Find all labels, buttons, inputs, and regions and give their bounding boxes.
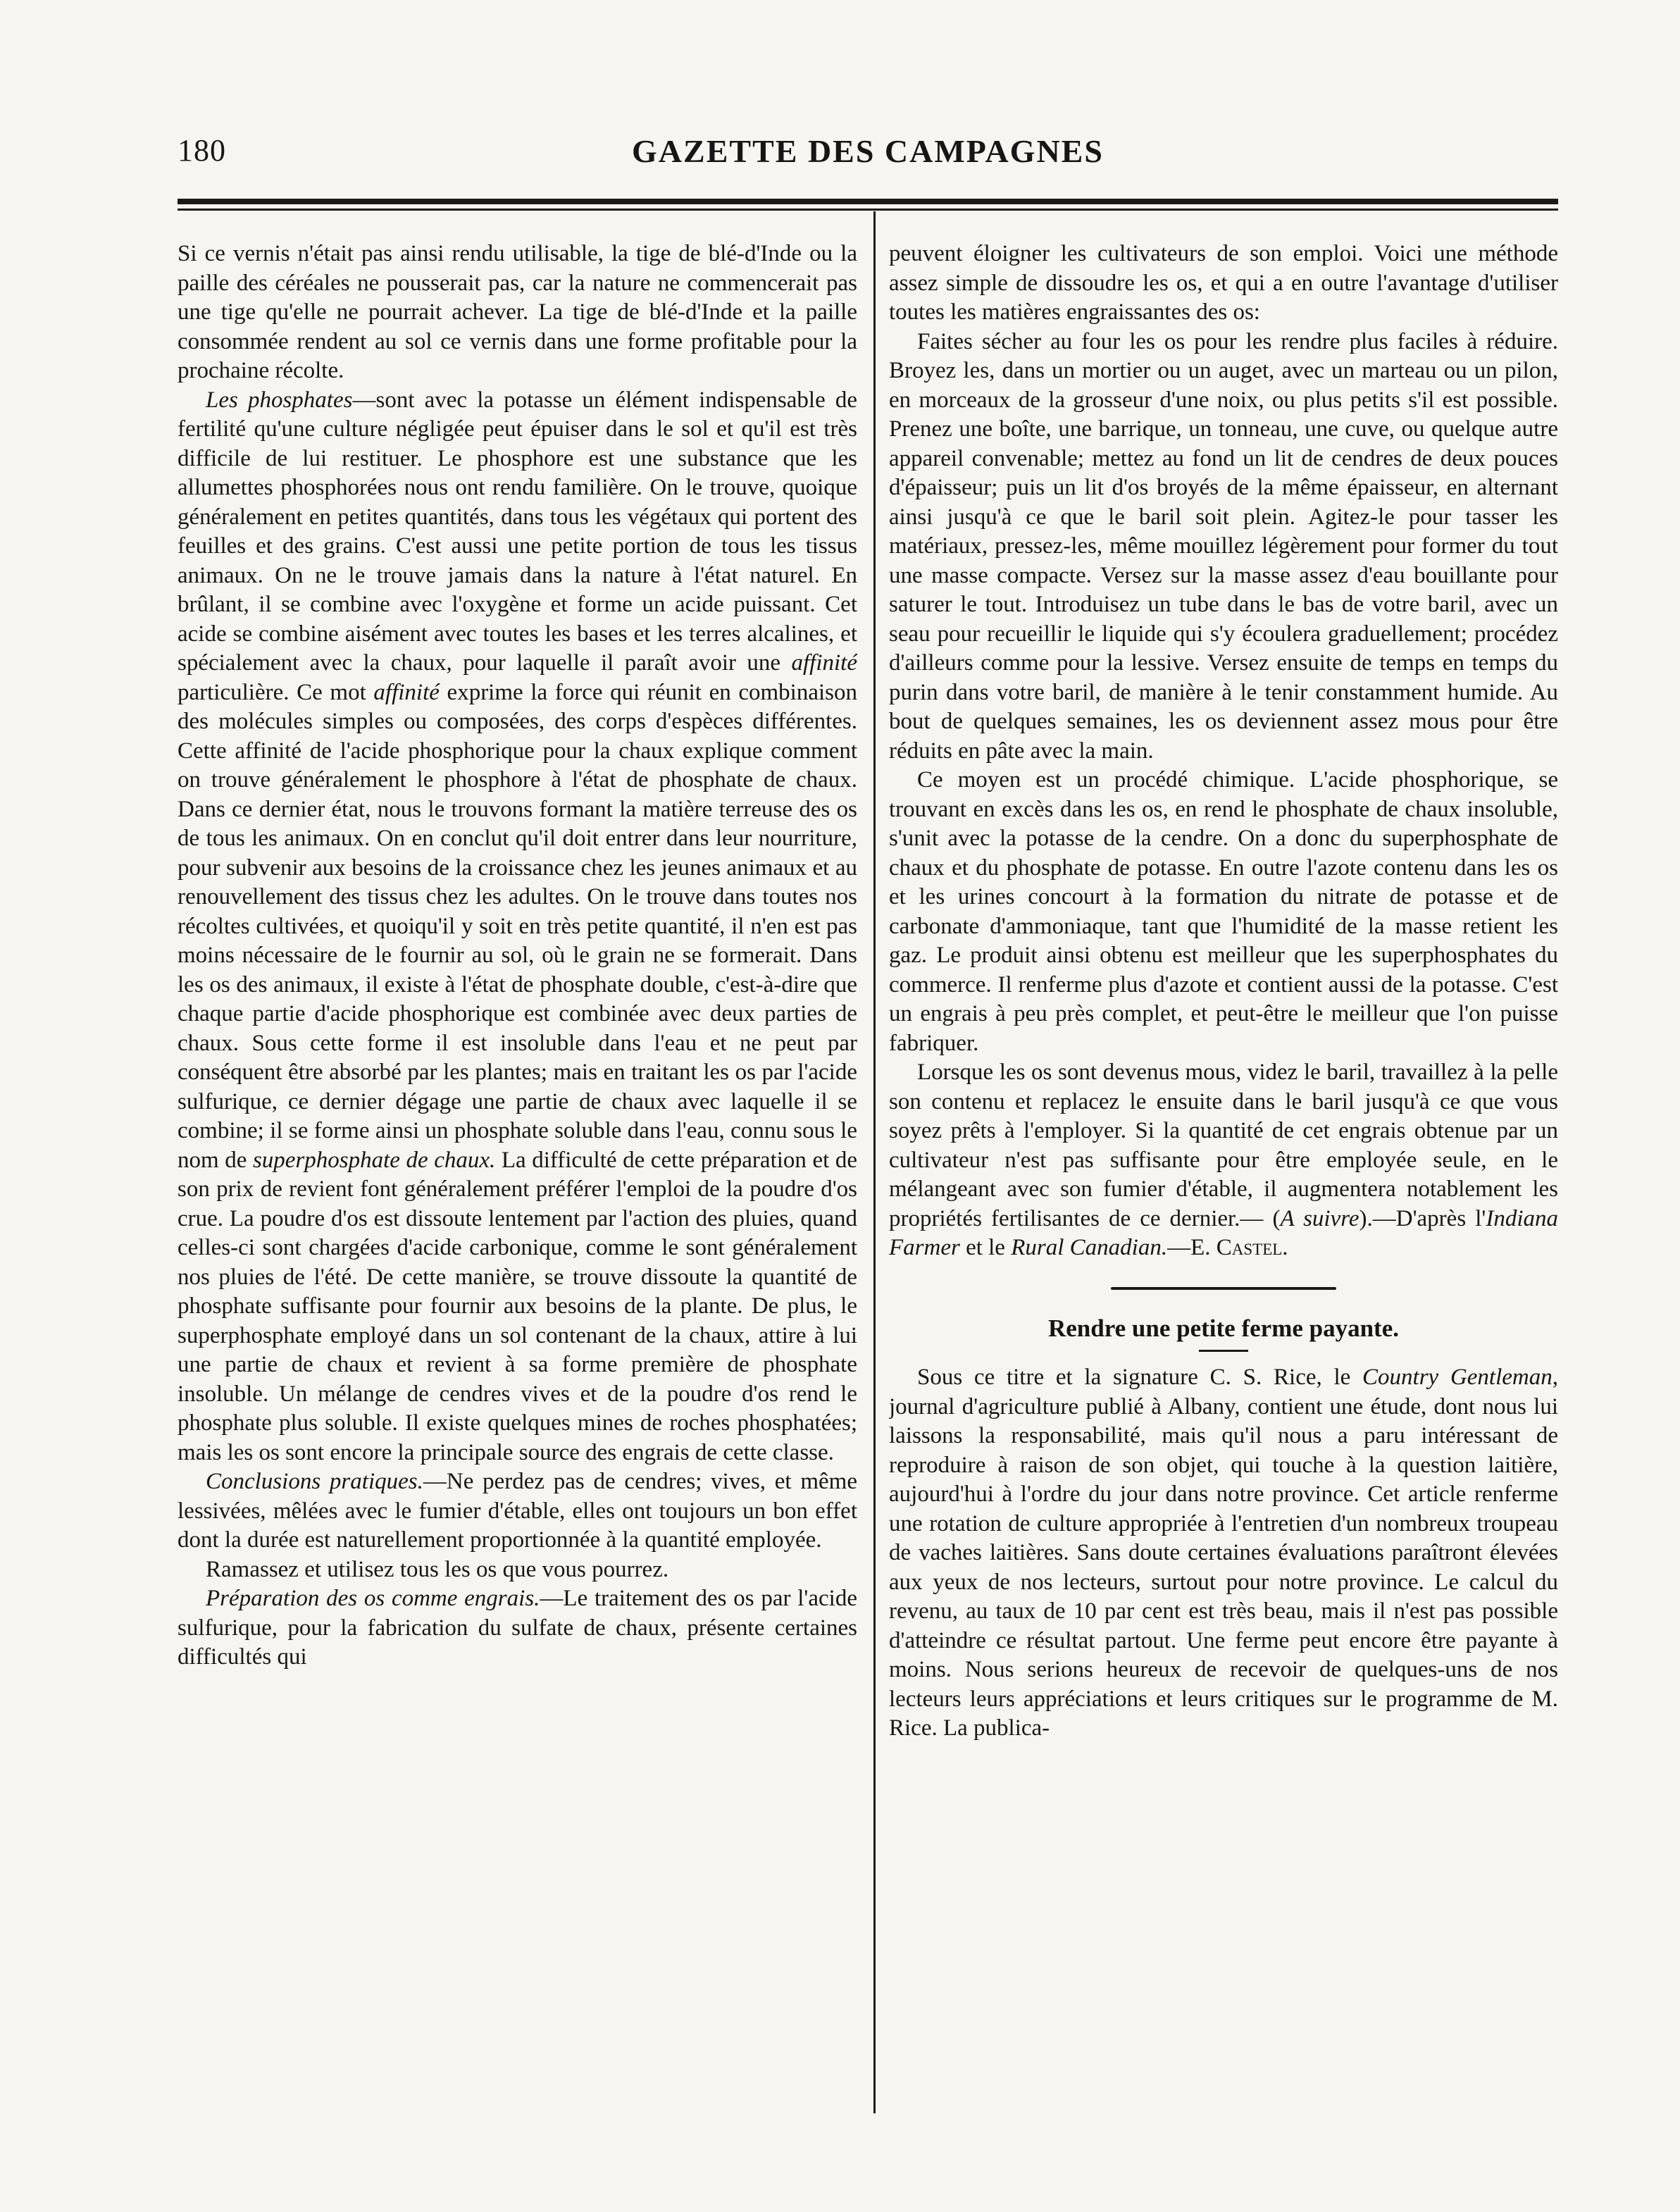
paragraph-conclusions (178, 1467, 857, 1555)
title-underline (1199, 1350, 1248, 1352)
left-column (178, 240, 857, 2142)
italic-term: Rural Canadian. (1011, 1235, 1168, 1260)
text-run: —sont avec la potasse un élément indispensable de fertilité qu'une culture négligée peut épuiser dans le sol et qu'il est très difficile de lui restituer. Le phosphore est une substance que les allumettes phosphorées nous ont rendu familière. On le trouve, quoique généralement en petites quantités, dans tous les végétaux qui portent des feuilles et des grains. C'est aussi une petite portion de tous les tissus animaux. On ne le trouve jamais dans la nature à l'état naturel. En brûlant, il se combine avec l'oxygène et forme un acide puissant. Cet acide se combine aisément avec toutes les bases et les terres alcalines, et spécialement avec la chaux, pour laquelle il paraît avoir une (178, 387, 857, 676)
paragraph-preparation (178, 1584, 857, 1672)
page-number: 180 (178, 133, 226, 168)
header-rule-thin (178, 209, 1558, 211)
italic-term: affinité (791, 650, 857, 676)
text-run: ).—D'après l' (1359, 1205, 1486, 1231)
paragraph: Ramassez et utilisez tous les os que vous pourrez. (206, 1556, 669, 1582)
paragraph-phosphates (178, 386, 857, 1468)
text-run: La difficulté de cette préparation et de son prix de revient font généralement préférer l'emploi de la poudre d'os crue. La poudre d'os est dissoute lentement par l'action des pluies, quand celles-ci sont chargées d'acide carbonique, comme le sont généralement nos pluies de l'été. De cette manière, se trouve dissoute la quantité de phosphate suffisante pour fournir aux besoins de la plante. De plus, le superphosphate employé dans un sol contenant de la chaux, attire à lui une partie de chaux et revient à sa forme première de phosphate insoluble. Un mélange de cendres vives et de la poudre d'os rend le phosphate plus soluble. Il existe quelques mines de roches phosphatées; mais les os sont encore la principale source des engrais de cette classe. (178, 1147, 857, 1465)
text-run: , journal d'agriculture publié à Albany, contient une étude, dont nous lui laissons la responsabilité, mais qu'il nous a paru intéressant de reproduire à raison de son objet, qui touche à la question laitière, aujourd'hui à l'ordre du jour dans notre province. Cet article renferme une rotation de culture appropriée à l'entretien d'un nombreux troupeau de vaches laitières. Sans doute certaines évaluations paraîtront élevées aux yeux de nos lecteurs, surtout pour notre province. Le calcul du revenu, au taux de 10 par cent est très beau, mais il n'est pas possible d'atteindre ce résultat partout. Une ferme peut encore être payante à moins. Nous serions heureux de recevoir de quelques-uns de nos lecteurs leurs appréciations et leurs critiques sur le programme de M. Rice. La publica- (889, 1365, 1558, 1741)
lead-phrase: Préparation des os comme engrais. (206, 1586, 540, 1611)
paragraph-closing (889, 1058, 1558, 1263)
right-column (889, 240, 1558, 2142)
text-run: —Ne perdez pas de cendres; vives, et même lessivées, mêlées avec le fumier d'étable, elles ont toujours un bon effet dont la durée est naturellement proportionnée à la quantité employée. (178, 1469, 857, 1553)
text-run: —Le traitement des os par l'acide sulfurique, pour la fabrication du sulfate de chaux, présente certaines difficultés qui (178, 1586, 857, 1670)
paragraph: peuvent éloigner les cultivateurs de son emploi. Voici une méthode assez simple de dissoudre les os, et qui a en outre l'avantage d'utiliser toutes les matières engraissantes des os: (889, 241, 1558, 325)
italic-term: A suivre (1280, 1205, 1359, 1231)
section-title: Rendre une petite ferme payante. (1048, 1314, 1399, 1342)
text-run: exprime la force qui réunit en combinaison des molécules simples ou composées, des corps d'espèces différentes. Cette affinité de l'acide phosphorique pour la chaux explique comment on trouve généralement le phosphore à l'état de phosphate de chaux. Dans ce dernier état, nous le trouvons formant la matière terreuse des os de tous les animaux. On en conclut qu'il doit entrer dans leur nourriture, pour subvenir aux besoins de la croissance chez les jeunes animaux et au renouvellement des tissus chez les adultes. On le trouve dans toutes nos récoltes cultivées, et quoiqu'il y soit en très petite quantité, il n'en est pas moins nécessaire de le fournir au sol, où le grain ne se formerait. Dans les os des animaux, il existe à l'état de phosphate double, c'est-à-dire que chaque partie d'acide phosphorique est combinée avec deux parties de chaux. Sous cette forme il est insoluble dans l'eau et ne peut par conséquent être absorbé par les plantes; mais en traitant les os par l'acide sulfurique, ce dernier dégage une partie de chaux avec laquelle il se combine; il se forme ainsi un phosphate soluble dans l'eau, connu sous le nom de (178, 679, 857, 1173)
paragraph-article (889, 1363, 1558, 1744)
author-signature: Castel. (1216, 1235, 1288, 1260)
lead-phrase: Les phosphates (206, 387, 353, 413)
italic-term: superphosphate de chaux. (252, 1147, 496, 1173)
journal-title: GAZETTE DES CAMPAGNES (632, 133, 1104, 169)
paragraph: Faites sécher au four les os pour les rendre plus faciles à réduire. Broyez les, dans un mortier ou un auget, avec un marteau ou un pilon, en morceaux de la grosseur d'une noix, ou plus petits s'il est possible. Prenez une boîte, une barrique, un tonneau, une cuve, ou quelque autre appareil convenable; mettez au fond un lit de cendres de deux pouces d'épaisseur; puis un lit d'os broyés de la même épaisseur, en alternant ainsi jusqu'à ce que le baril soit plein. Agitez-le pour tasser les matériaux, pressez-les, même mouillez légèrement pour former du tout une masse compacte. Versez sur la masse assez d'eau bouillante pour saturer le tout. Introduisez un tube dans le bas de votre baril, avec un seau pour recueillir le liquide qui s'y écoulera graduellement; procédez d'ailleurs comme pour la lessive. Versez ensuite de temps en temps du purin dans votre baril, de manière à le tenir constamment humide. Au bout de quelques semaines, les os deviennent assez mous pour être réduits en pâte avec la main. (889, 328, 1558, 764)
paragraph: Ce moyen est un procédé chimique. L'acide phosphorique, se trouvant en excès dans les os, en rend le phosphate de chaux insoluble, s'unit avec la potasse de la cendre. On a donc du superphosphate de chaux et du phosphate de potasse. En outre l'azote contenu dans les os et les urines concourt à la formation du nitrate de potasse et de carbonate d'ammoniaque, tant que l'humidité de la masse retient les gaz. Le produit ainsi obtenu est meilleur que les superphosphates du commerce. Il renferme plus d'azote et contient aussi de la potasse. C'est un engrais à peu près complet, et peut-être le meilleur que l'on puisse fabriquer. (889, 767, 1558, 1056)
lead-phrase: Conclusions pratiques. (206, 1469, 423, 1494)
italic-term: Country Gentleman (1362, 1365, 1553, 1390)
italic-term: affinité (373, 679, 440, 705)
text-run: Sous ce titre et la signature C. S. Rice, le (917, 1365, 1363, 1390)
text-run: Lorsque les os sont devenus mous, videz le baril, travaillez à la pelle son contenu et replacez le ensuite dans le baril jusqu'à ce que vous soyez prêts à l'employer. Si la quantité de cet engrais obtenue par un cultivateur n'est pas suffisante pour être employée seule, en le mélangeant avec son fumier d'étable, il augmentera notablement les propriétés fertilisantes de ce dernier.— ( (889, 1060, 1558, 1231)
section-divider (1111, 1287, 1336, 1290)
text-run: —E. (1167, 1235, 1217, 1260)
text-run: et le (959, 1235, 1012, 1260)
header-rule-thick (178, 199, 1558, 204)
column-divider (873, 211, 876, 2113)
text-run: particulière. Ce mot (178, 679, 374, 705)
page-header (178, 132, 1558, 175)
paragraph: Si ce vernis n'était pas ainsi rendu utilisable, la tige de blé-d'Inde ou la paille des céréales ne pousserait pas, car la nature ne commencerait pas une tige qu'elle ne pourrait achever. La tige de blé-d'Inde et la paille consommée rendent au sol ce vernis dans une forme profitable pour la prochaine récolte. (178, 241, 857, 383)
italic-term: Indiana Farmer (889, 1205, 1558, 1260)
